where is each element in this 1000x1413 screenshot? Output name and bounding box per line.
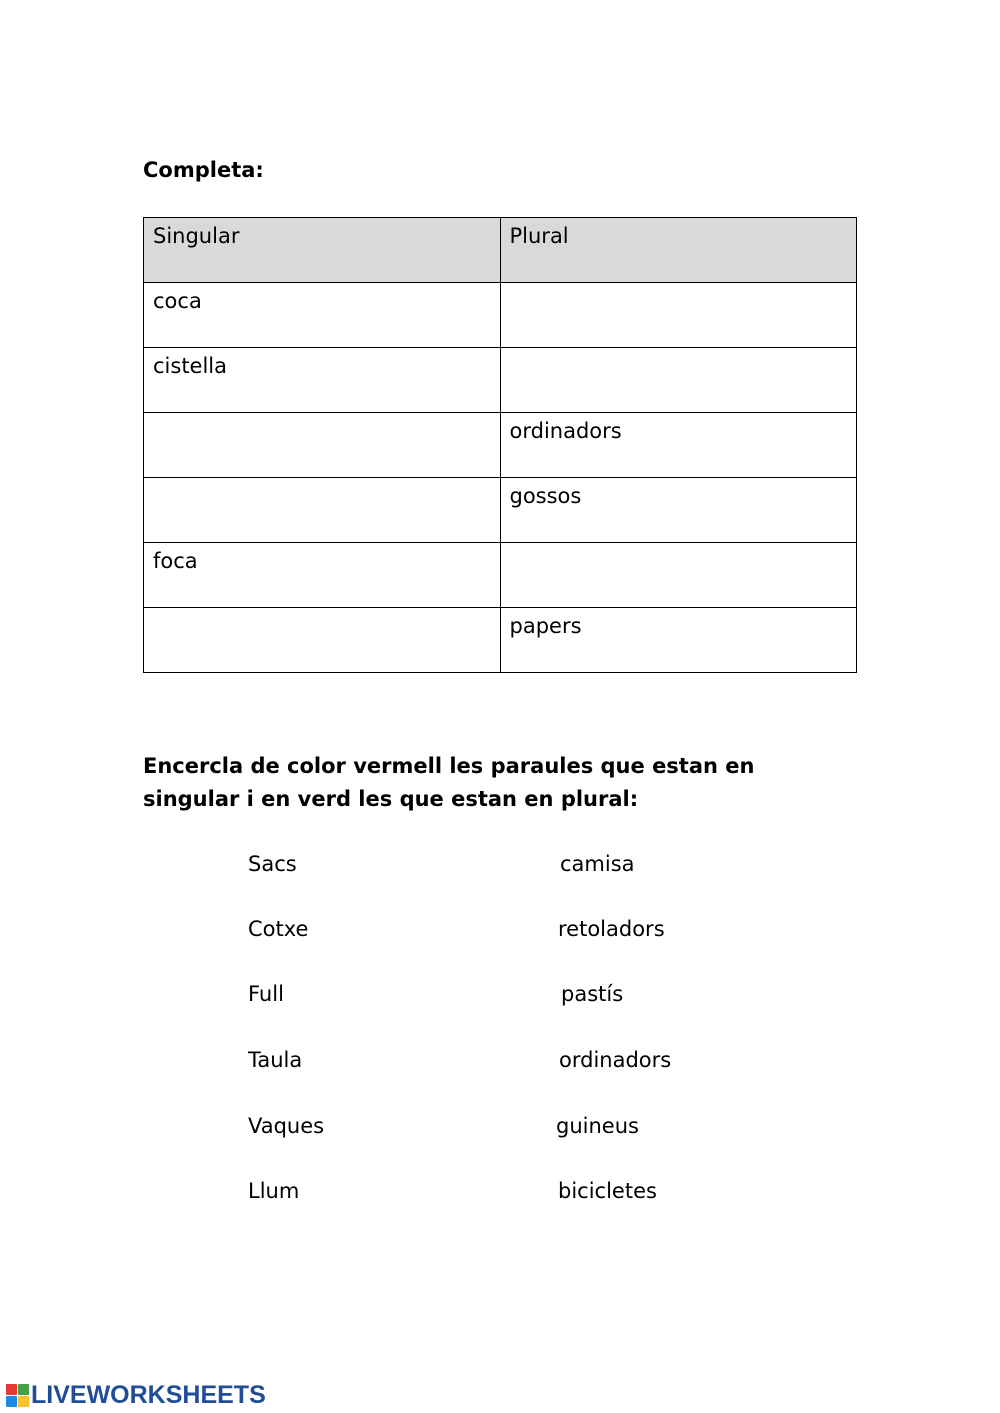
cell-singular[interactable] <box>144 413 501 478</box>
word-left[interactable]: Full <box>248 982 284 1006</box>
liveworksheets-brand <box>6 1380 266 1410</box>
section-instruction-encercla: Encercla de color vermell les paraules que estan en singular i en verd les que estan en plural: <box>143 754 755 811</box>
word-left[interactable]: Cotxe <box>248 917 309 941</box>
word-left[interactable]: Sacs <box>248 852 297 876</box>
word-left[interactable]: Vaques <box>248 1114 325 1138</box>
table-row <box>144 348 857 413</box>
table-row <box>144 478 857 543</box>
word-right[interactable]: guineus <box>556 1114 639 1138</box>
cell-plural[interactable]: gossos <box>500 478 857 543</box>
table-row <box>144 543 857 608</box>
cell-plural[interactable]: ordinadors <box>500 413 857 478</box>
header-plural: Plural <box>500 218 857 283</box>
word-right[interactable]: ordinadors <box>559 1048 672 1072</box>
table-row <box>144 608 857 673</box>
table-row <box>144 413 857 478</box>
cell-singular[interactable]: coca <box>144 283 501 348</box>
brand-name: LIVEWORKSHEETS <box>31 1380 266 1409</box>
liveworksheets-logo-icon <box>6 1384 29 1407</box>
logo-square <box>6 1384 17 1395</box>
word-right[interactable]: bicicletes <box>558 1179 657 1203</box>
cell-singular[interactable] <box>144 478 501 543</box>
cell-plural[interactable] <box>500 283 857 348</box>
cell-plural[interactable]: papers <box>500 608 857 673</box>
header-singular: Singular <box>144 218 501 283</box>
singular-plural-table <box>143 217 857 673</box>
cell-singular[interactable]: foca <box>144 543 501 608</box>
table-row <box>144 283 857 348</box>
logo-square <box>6 1396 17 1407</box>
word-left[interactable]: Llum <box>248 1179 300 1203</box>
table-header-row <box>144 218 857 283</box>
logo-square <box>18 1396 29 1407</box>
cell-plural[interactable] <box>500 348 857 413</box>
word-right[interactable]: retoladors <box>558 917 665 941</box>
word-left[interactable]: Taula <box>248 1048 303 1072</box>
word-right[interactable]: camisa <box>560 852 635 876</box>
section-title-completa: Completa: <box>143 158 264 182</box>
word-right[interactable]: pastís <box>561 982 624 1006</box>
cell-singular[interactable]: cistella <box>144 348 501 413</box>
cell-singular[interactable] <box>144 608 501 673</box>
logo-square <box>18 1384 29 1395</box>
cell-plural[interactable] <box>500 543 857 608</box>
